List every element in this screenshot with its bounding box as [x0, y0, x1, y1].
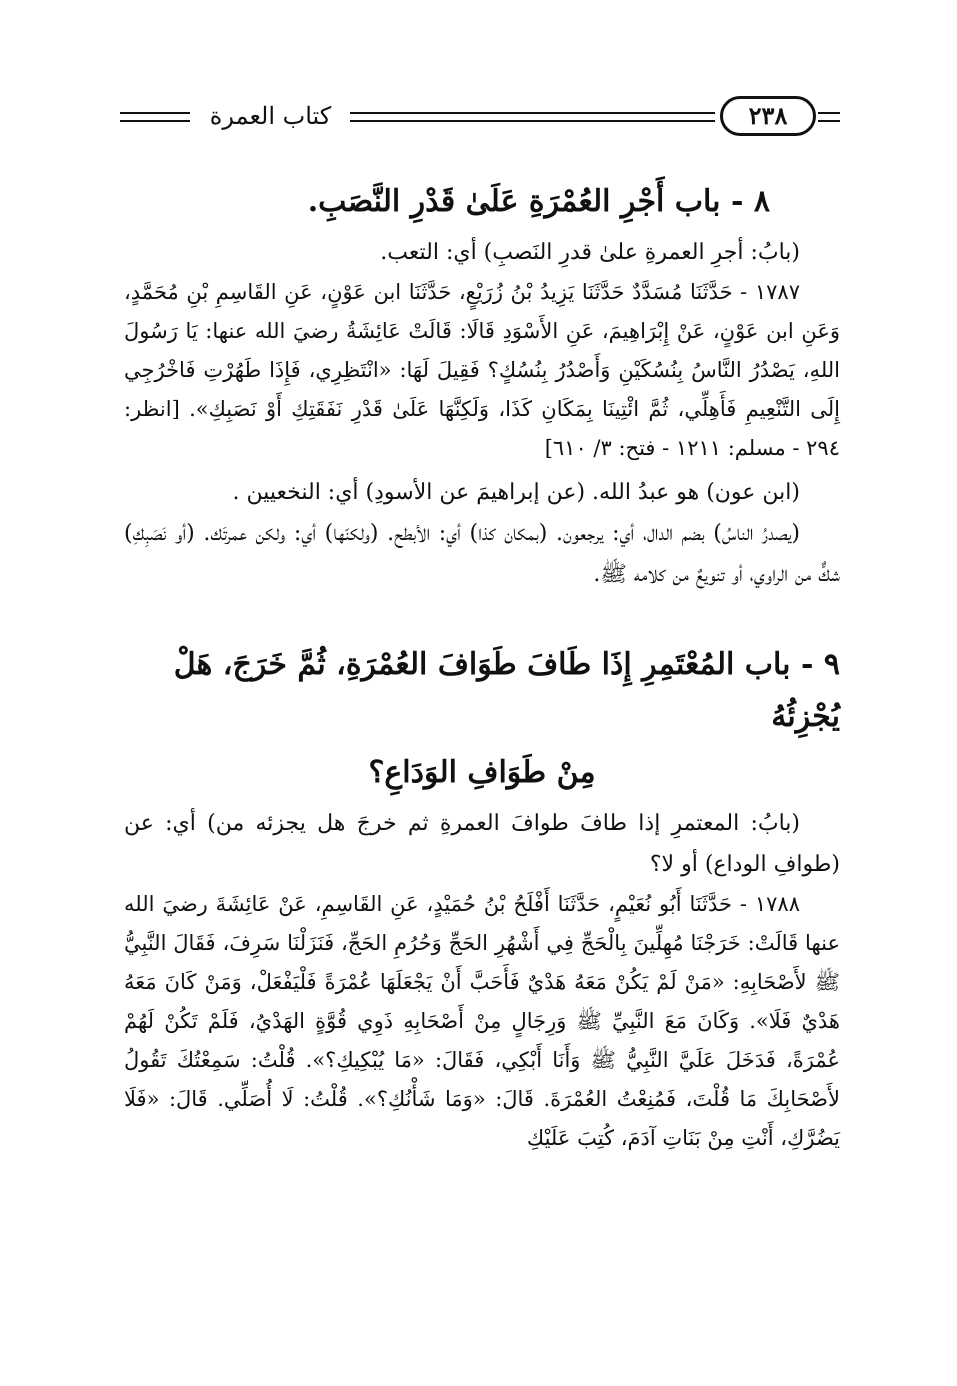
page-header: [120, 96, 840, 142]
header-rule-middle: [350, 112, 715, 122]
hadith-1788: ١٧٨٨ - حَدَّثَنَا أَبُو نُعَيْمٍ، حَدَّثَنَا أَفْلَحُ بْنُ حُمَيْدٍ، عَنِ القَاسِمِ، عَنْ عَائِشَةَ رضيَ الله عنها قَالَتْ: خَرَجْنَا مُهِلِّينَ بِالْحَجِّ فِي أَشْهُرِ الحَجِّ وَحُرُمِ الحَجِّ، فَنَزَلْنَا سَرِفَ، فَقَالَ النَّبِيُّ ﷺ لأَصْحَابِهِ: «مَنْ لَمْ يَكُنْ مَعَهُ هَدْيٌ فَأَحَبَّ أَنْ يَجْعَلَهَا عُمْرَةً فَلْيَفْعَلْ، وَمَنْ كَانَ مَعَهُ هَدْيٌ فَلَا». وَكَانَ مَعَ النَّبِيِّ ﷺ وَرِجَالٍ مِنْ أَصْحَابِهِ ذَوِي قُوَّةٍ الهَدْيُ، فَلَمْ تَكُنْ لَهُمْ عُمْرَةً، فَدَخَلَ عَلَيَّ النَّبِيُّ ﷺ وَأَنَا أَبْكِي، فَقَالَ: «مَا يُبْكِيكِ؟». قُلْتُ: سَمِعْتُكَ تَقُولُ لأَصْحَابِكَ مَا قُلْتَ، فَمُنِعْتُ العُمْرَةَ. قَالَ: «وَمَا شَأْنُكِ؟». قُلْتُ: لَا أُصَلِّي. قَالَ: «فَلَا يَضُرَّكِ، أَنْتِ مِنْ بَنَاتِ آدَمَ، كُتِبَ عَلَيْكِ: [124, 892, 840, 1150]
commentary-note-1: (ابن عون) هو عبدُ الله. (عن إبراهيمَ عن الأسودِ) أي: النخعيين .: [232, 480, 800, 505]
page-number: ٢٣٨: [720, 96, 816, 136]
header-rule-right: [818, 112, 840, 122]
page-body: [124, 176, 840, 1158]
commentary-note-2: (يصدرُ الناسُ) بضم الدال، أي: يرجعون. (بمكان كذا) أي: الأبطح. (ولكنّها) أي: ولكن عمرتَك. (أو نَصَبِكِ) شكٌّ من الراوي، أو تنويعٌ من كلامه ﷺ.: [124, 521, 840, 587]
chapter-heading-9-line2: مِنْ طَوَافِ الوَدَاعِ؟: [368, 755, 596, 790]
hadith-1787: ١٧٨٧ - حَدَّثَنَا مُسَدَّدٌ حَدَّثَنَا يَزِيدُ بْنُ زُرَيْعٍ، حَدَّثَنَا ابن عَوْنٍ، عَنِ القَاسِمِ بْنِ مُحَمَّدٍ، وَعَنِ ابن عَوْنٍ، عَنْ إِبْرَاهِيمَ، عَنِ الأَسْوَدِ قَالَا: قَالَتْ عَائِشَةُ رضيَ الله عنها: يَا رَسُولَ اللهِ، يَصْدُرُ النَّاسُ بِنُسُكَيْنِ وَأَصْدُرُ بِنُسُكٍ؟ فَقِيلَ لَهَا: «انْتَظِرِي، فَإِذَا طَهُرْتِ فَاخْرُجِي إِلَى التَّنْعِيمِ فَأَهِلِّي، ثُمَّ ائْتِينَا بِمَكَانِ كَذَا، وَلَكِنَّهَا عَلَىٰ قَدْرِ نَفَقَتِكِ أَوْ نَصَبِكِ». [انظر: ٢٩٤ - مسلم: ١٢١١ - فتح: ٣/ ٦١٠]: [124, 280, 840, 460]
chapter-heading-8: ٨ - باب أَجْرِ العُمْرَةِ عَلَىٰ قَدْرِ النَّصَبِ.: [307, 184, 770, 219]
chapter-intro-9: (بابُ: المعتمرِ إذا طافَ طوافَ العمرةِ ثم خرجَ هل يجزئه من) أي: عن (طوافِ الوداع) أو لا؟: [124, 811, 840, 877]
header-rule-left: [120, 112, 190, 122]
running-title: كتاب العمرة: [209, 102, 332, 130]
chapter-intro-8: (بابُ: أجرِ العمرةِ علىٰ قدرِ النَصبِ) أي: التعب.: [380, 240, 800, 265]
chapter-heading-9-line1: ٩ - باب المُعْتَمِرِ إِذَا طَافَ طَوَافَ العُمْرَةِ، ثُمَّ خَرَجَ، هَلْ يُجْزِئُهُ: [173, 647, 840, 734]
